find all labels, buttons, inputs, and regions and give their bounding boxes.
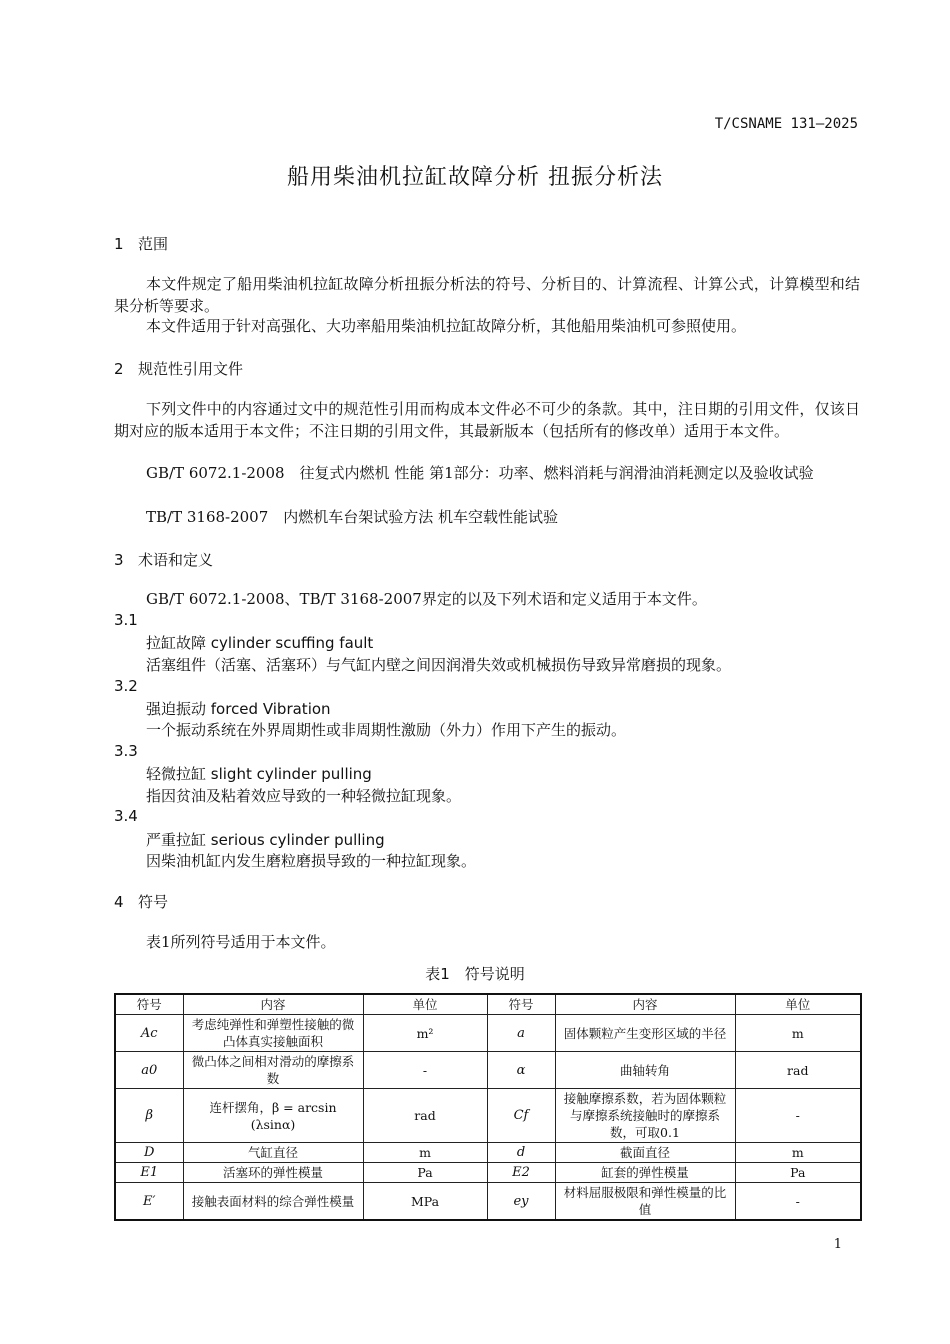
term-name: 拉缸故障 cylinder scuffing fault [146, 634, 374, 652]
unit-cell: rad [735, 1052, 861, 1089]
term-number: 3.3 [114, 742, 138, 760]
unit-cell: MPa [363, 1183, 487, 1221]
header-cell: 符号 [487, 994, 555, 1015]
table-row [115, 1052, 861, 1089]
table-header-row [115, 994, 861, 1015]
content-cell: 材料屈服极限和弹性模量的比值 [555, 1183, 735, 1221]
term-definition: 活塞组件（活塞、活塞环）与气缸内壁之间因润滑失效或机械损伤导致异常磨损的现象。 [146, 656, 732, 674]
document-title: 船用柴油机拉缸故障分析 扭振分析法 [287, 165, 663, 190]
content-cell: 活塞环的弹性模量 [183, 1163, 363, 1183]
content-cell: 考虑纯弹性和弹塑性接触的微凸体真实接触面积 [183, 1015, 363, 1052]
table-row [115, 1163, 861, 1183]
content-cell: 气缸直径 [183, 1143, 363, 1163]
content-cell: 缸套的弹性模量 [555, 1163, 735, 1183]
standard-code: T/CSNAME 131—2025 [714, 116, 858, 132]
header-cell: 内容 [183, 994, 363, 1015]
header-cell: 符号 [115, 994, 183, 1015]
symbol-cell: ey [487, 1183, 555, 1221]
section-2-heading [114, 358, 243, 379]
section-title: 符号 [138, 893, 169, 911]
table-row [115, 1089, 861, 1143]
table-row [115, 1183, 861, 1221]
term-definition: 一个振动系统在外界周期性或非周期性激励（外力）作用下产生的振动。 [146, 721, 627, 739]
symbol-cell: E1 [115, 1163, 183, 1183]
content-cell: 微凸体之间相对滑动的摩擦系数 [183, 1052, 363, 1089]
reference-2: TB/T 3168-2007 内燃机车台架试验方法 机车空载性能试验 [146, 508, 559, 526]
section-2-paragraph-1: 下列文件中的内容通过文中的规范性引用而构成本文件必不可少的条款。其中，注日期的引用文件，仅该日期对应的版本适用于本文件；不注日期的引用文件，其最新版本（包括所有的修改单）适用于本文件。 [114, 400, 860, 440]
content-cell: 截面直径 [555, 1143, 735, 1163]
section-1-paragraph-1: 本文件规定了船用柴油机拉缸故障分析扭振分析法的符号、分析目的、计算流程、计算公式，计算模型和结果分析等要求。 [114, 275, 860, 315]
term-number: 3.4 [114, 807, 138, 825]
unit-cell: m [363, 1143, 487, 1163]
unit-cell: - [735, 1183, 861, 1221]
unit-cell: rad [363, 1089, 487, 1143]
unit-cell: Pa [363, 1163, 487, 1183]
header-cell: 单位 [363, 994, 487, 1015]
symbol-cell: a0 [115, 1052, 183, 1089]
symbol-cell: E′ [115, 1183, 183, 1221]
content-cell: 固体颗粒产生变形区域的半径 [555, 1015, 735, 1052]
symbol-cell: β [115, 1089, 183, 1143]
term-number: 3.2 [114, 677, 138, 695]
term-name: 严重拉缸 serious cylinder pulling [146, 831, 385, 849]
term-name: 轻微拉缸 slight cylinder pulling [146, 765, 372, 783]
section-1-heading [114, 233, 168, 254]
section-title: 术语和定义 [138, 551, 214, 569]
section-title: 范围 [138, 235, 169, 253]
page-number: 1 [833, 1237, 842, 1252]
term-definition: 指因贫油及粘着效应导致的一种轻微拉缸现象。 [146, 787, 462, 805]
symbol-cell: d [487, 1143, 555, 1163]
section-title: 规范性引用文件 [138, 360, 244, 378]
unit-cell: m² [363, 1015, 487, 1052]
section-number: 1 [114, 235, 124, 253]
section-3-heading [114, 549, 213, 570]
unit-cell: - [363, 1052, 487, 1089]
table-row [115, 1015, 861, 1052]
symbol-cell: α [487, 1052, 555, 1089]
section-number: 2 [114, 360, 124, 378]
table-caption: 表1 符号说明 [425, 965, 525, 983]
section-3-paragraph-1: GB/T 6072.1-2008、TB/T 3168-2007界定的以及下列术语和定义适用于本文件。 [146, 590, 707, 608]
section-number: 4 [114, 893, 124, 911]
symbol-cell: Ac [115, 1015, 183, 1052]
symbol-cell: D [115, 1143, 183, 1163]
symbol-cell: Cf [487, 1089, 555, 1143]
header-cell: 内容 [555, 994, 735, 1015]
unit-cell: Pa [735, 1163, 861, 1183]
content-cell: 接触表面材料的综合弹性模量 [183, 1183, 363, 1221]
table-row [115, 1143, 861, 1163]
symbol-cell: E2 [487, 1163, 555, 1183]
header-cell: 单位 [735, 994, 861, 1015]
section-4-paragraph-1: 表1所列符号适用于本文件。 [146, 933, 336, 951]
section-1-paragraph-2: 本文件适用于针对高强化、大功率船用柴油机拉缸故障分析，其他船用柴油机可参照使用。 [146, 317, 747, 335]
term-name: 强迫振动 forced Vibration [146, 700, 331, 718]
symbol-table [114, 993, 862, 1221]
term-number: 3.1 [114, 611, 138, 629]
unit-cell: - [735, 1089, 861, 1143]
section-4-heading [114, 891, 168, 912]
content-cell: 曲轴转角 [555, 1052, 735, 1089]
content-cell: 连杆摆角，β = arcsin (λsinα) [183, 1089, 363, 1143]
reference-1: GB/T 6072.1-2008 往复式内燃机 性能 第1部分：功率、燃料消耗与润滑油消耗测定以及验收试验 [146, 464, 814, 482]
symbol-cell: a [487, 1015, 555, 1052]
unit-cell: m [735, 1015, 861, 1052]
unit-cell: m [735, 1143, 861, 1163]
section-number: 3 [114, 551, 124, 569]
term-definition: 因柴油机缸内发生磨粒磨损导致的一种拉缸现象。 [146, 852, 477, 870]
content-cell: 接触摩擦系数，若为固体颗粒与摩擦系统接触时的摩擦系数，可取0.1 [555, 1089, 735, 1143]
